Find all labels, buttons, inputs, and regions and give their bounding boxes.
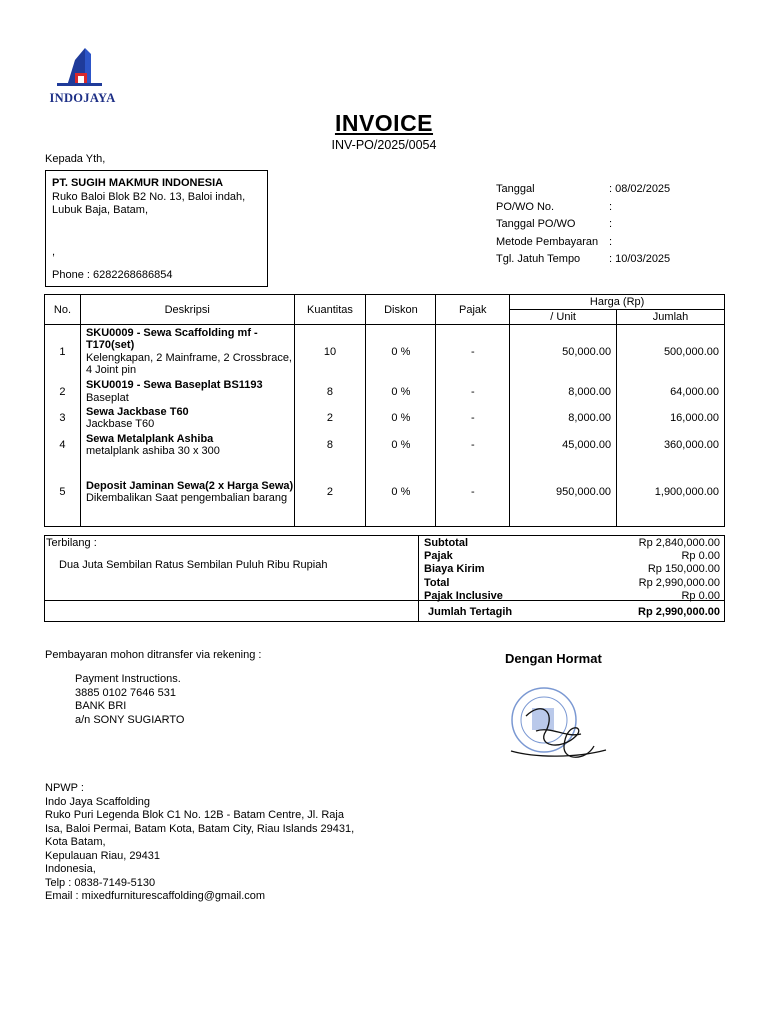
row-discount: 0 % xyxy=(366,379,436,405)
meta-row xyxy=(496,236,726,254)
header-description: Deskripsi xyxy=(80,295,294,325)
row-unit-price: 8,000.00 xyxy=(510,379,617,405)
stamp-signature xyxy=(506,676,616,776)
footer-line: Email : mixedfurniturescaffolding@gmail.com xyxy=(45,890,266,902)
row-quantity: 10 xyxy=(294,325,366,379)
table-row xyxy=(45,325,725,379)
row-quantity: 2 xyxy=(294,459,366,527)
meta-row xyxy=(496,201,726,219)
recipient-extra: , xyxy=(52,246,56,258)
item-detail: Jackbase T60 xyxy=(85,418,155,430)
header-price: Harga (Rp) xyxy=(510,295,725,310)
meta-value: : xyxy=(609,218,613,230)
meta-label: Tanggal xyxy=(496,183,535,195)
payment-intro: Pembayaran mohon ditransfer via rekening : xyxy=(45,649,262,661)
terbilang-label: Terbilang : xyxy=(46,537,97,549)
item-title: Deposit Jaminan Sewa(2 x Harga Sewa) xyxy=(85,479,294,492)
totals-value: Rp 0.00 xyxy=(681,550,720,563)
item-title: SKU0019 - Sewa Baseplat BS1193 xyxy=(85,379,263,391)
row-no: 4 xyxy=(45,432,81,459)
row-total: 360,000.00 xyxy=(617,432,725,459)
row-total: 64,000.00 xyxy=(617,379,725,405)
footer-line: Isa, Baloi Permai, Batam Kota, Batam City, Riau Islands 29431, xyxy=(45,822,355,835)
payment-details xyxy=(75,673,184,727)
row-unit-price: 45,000.00 xyxy=(510,432,617,459)
totals-label: Biaya Kirim xyxy=(424,563,485,576)
footer-line: Telp : 0838-7149-5130 xyxy=(45,876,156,889)
building-logo-icon xyxy=(57,48,102,86)
header-quantity: Kuantitas xyxy=(294,295,366,325)
meta-label: Metode Pembayaran xyxy=(496,235,599,248)
footer-line: NPWP : xyxy=(45,782,84,794)
row-description xyxy=(80,379,294,405)
footer-line: Kota Batam, xyxy=(45,836,106,848)
row-tax: - xyxy=(436,405,510,432)
item-title: SKU0009 - Sewa Scaffolding mf - T170(set) xyxy=(85,326,258,352)
invoice-number: INV-PO/2025/0054 xyxy=(331,138,437,152)
footer-line: Kepulauan Riau, 29431 xyxy=(45,849,160,862)
payment-line: 3885 0102 7646 531 xyxy=(75,686,176,699)
totals-value: Rp 2,990,000.00 xyxy=(638,576,720,589)
row-unit-price: 8,000.00 xyxy=(510,405,617,432)
company-footer xyxy=(45,782,385,904)
recipient-box xyxy=(45,170,268,287)
recipient-greeting: Kepada Yth, xyxy=(45,153,106,165)
totals-row xyxy=(424,537,720,550)
row-tax: - xyxy=(436,379,510,405)
terbilang-text: Dua Juta Sembilan Ratus Sembilan Puluh Ribu Rupiah xyxy=(59,559,328,571)
totals-row xyxy=(424,563,720,576)
meta-value: : 10/03/2025 xyxy=(609,253,671,265)
totals-label: Subtotal xyxy=(424,537,468,549)
totals-value: Rp 0.00 xyxy=(681,589,720,602)
grand-total-label: Jumlah Tertagih xyxy=(428,606,513,618)
signature-closing: Dengan Hormat xyxy=(505,651,602,666)
totals-label: Total xyxy=(424,576,450,589)
row-unit-price: 50,000.00 xyxy=(510,325,617,379)
table-row xyxy=(45,432,725,459)
invoice-title: INVOICE xyxy=(334,110,434,136)
item-detail: Dikembalikan Saat pengembalian barang xyxy=(85,492,288,505)
table-row xyxy=(45,459,725,527)
totals-row xyxy=(424,550,720,563)
row-discount: 0 % xyxy=(366,405,436,432)
row-description xyxy=(80,432,294,459)
header-discount: Diskon xyxy=(366,295,436,325)
items-table xyxy=(44,294,725,527)
row-description xyxy=(80,325,294,379)
totals-row xyxy=(424,590,720,603)
table-row xyxy=(45,379,725,405)
payment-line: a/n SONY SUGIARTO xyxy=(75,713,185,726)
row-total: 500,000.00 xyxy=(617,325,725,379)
row-total: 16,000.00 xyxy=(617,405,725,432)
row-no: 2 xyxy=(45,379,81,405)
payment-line: BANK BRI xyxy=(75,700,127,712)
row-total: 1,900,000.00 xyxy=(617,459,725,527)
meta-value: : xyxy=(609,235,613,248)
totals-list xyxy=(424,537,720,603)
row-tax: - xyxy=(436,432,510,459)
row-description xyxy=(80,405,294,432)
row-no: 1 xyxy=(45,325,81,379)
row-unit-price: 950,000.00 xyxy=(510,459,617,527)
header-tax: Pajak xyxy=(436,295,510,325)
meta-label: Tgl. Jatuh Tempo xyxy=(496,253,581,265)
table-row xyxy=(45,405,725,432)
footer-line: Indo Jaya Scaffolding xyxy=(45,795,150,808)
item-title: Sewa Jackbase T60 xyxy=(85,405,189,418)
item-detail: Kelengkapan, 2 Mainframe, 2 Crossbrace, 4 Joint pin xyxy=(85,351,292,377)
item-detail: metalplank ashiba 30 x 300 xyxy=(85,445,220,457)
invoice-meta xyxy=(496,183,726,271)
row-discount: 0 % xyxy=(366,459,436,527)
meta-label: PO/WO No. xyxy=(496,200,555,213)
totals-value: Rp 2,840,000.00 xyxy=(638,537,720,549)
meta-label: Tanggal PO/WO xyxy=(496,218,576,230)
row-no: 3 xyxy=(45,405,81,432)
recipient-address: Ruko Baloi Blok B2 No. 13, Baloi indah, Lubuk Baja, Batam, xyxy=(52,191,246,216)
row-quantity: 8 xyxy=(294,432,366,459)
row-tax: - xyxy=(436,325,510,379)
item-detail: Baseplat xyxy=(85,391,129,404)
totals-divider xyxy=(418,536,419,621)
header-unit-price: / Unit xyxy=(510,310,617,325)
meta-row xyxy=(496,253,726,271)
grand-total-value: Rp 2,990,000.00 xyxy=(638,606,720,618)
company-name: INDOJAYA xyxy=(49,91,116,105)
row-quantity: 2 xyxy=(294,405,366,432)
row-discount: 0 % xyxy=(366,432,436,459)
row-tax: - xyxy=(436,459,510,527)
meta-value: : xyxy=(609,200,613,213)
header-no: No. xyxy=(45,295,81,325)
header-total: Jumlah xyxy=(617,310,725,325)
row-description xyxy=(80,459,294,527)
row-no: 5 xyxy=(45,459,81,527)
row-quantity: 8 xyxy=(294,379,366,405)
totals-label: Pajak Inclusive xyxy=(424,589,503,602)
recipient-phone: Phone : 6282268686854 xyxy=(52,269,173,281)
footer-line: Indonesia, xyxy=(45,863,96,875)
totals-value: Rp 150,000.00 xyxy=(647,563,720,576)
row-discount: 0 % xyxy=(366,325,436,379)
footer-line: Ruko Puri Legenda Blok C1 No. 12B - Batam Centre, Jl. Raja xyxy=(45,809,344,821)
totals-box xyxy=(44,535,725,622)
recipient-name: PT. SUGIH MAKMUR INDONESIA xyxy=(52,177,224,189)
item-title: Sewa Metalplank Ashiba xyxy=(85,432,214,445)
totals-label: Pajak xyxy=(424,550,453,563)
payment-line: Payment Instructions. xyxy=(75,673,181,685)
meta-row xyxy=(496,183,726,201)
meta-value: : 08/02/2025 xyxy=(609,183,671,195)
meta-row xyxy=(496,218,726,236)
totals-row xyxy=(424,577,720,590)
